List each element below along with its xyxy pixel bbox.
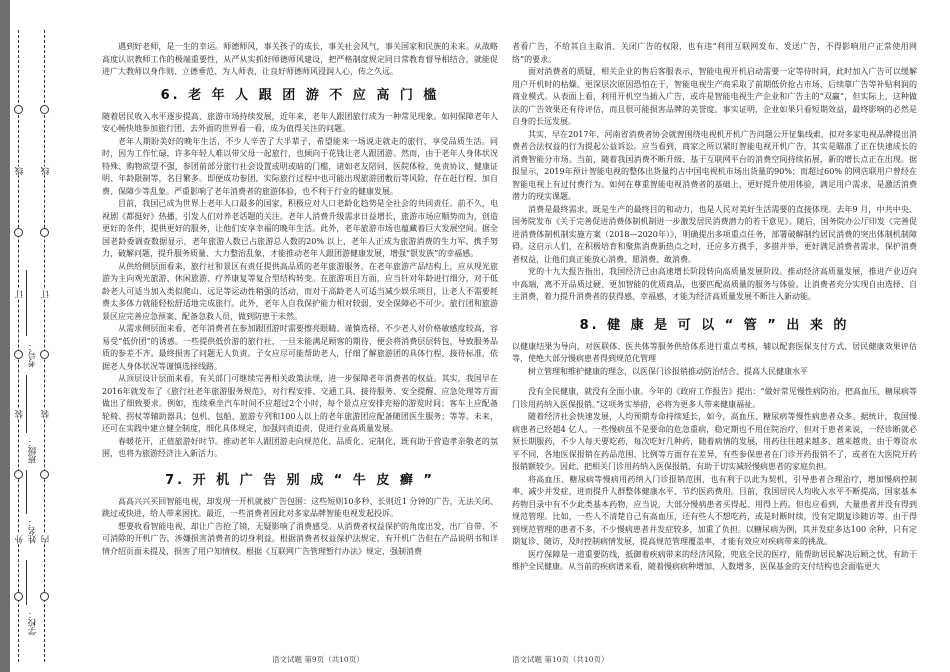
inner-seal-line [44,30,45,662]
section-7-title: 7. 开 机 广 告 别 成 “ 牛 皮 癣 ” [165,472,435,488]
section-6-paragraph: 目前，我国已成为世界上老年人口最多的国家，积极应对人口老龄化趋势是全社会的共同责任。前不久，电视剧《都挺好》热播，引发人们对养老话题的关注。老年人消费升级需求日益增长，旅游市场应顺势而为，创造更好的条件，提供更好的服务，让他们安享幸福的晚年生活。此外，老年旅游市场也蕴藏着巨大发展空间。据全国老龄委调查数据显示，老年旅游人数已占旅游总人数的20% 以上，老年人正成为旅游消费的生力军。携手努力，破解问题，提升服务质量、大力整治乱象，才能推动老年人跟团游健康发展，增强“银发族”的幸福感。 [102,199,498,258]
name-label: 姓名： [28,518,38,544]
seal-dot [40,470,49,479]
seal-dot [40,350,49,359]
gutter-strip [0,0,10,672]
continued-paragraph: 者看广告，不给其自主取消、关闭广告的权限，也有违“利用互联网发布、发送广告，不得影响用户正常使用网络”的要求。 [512,42,917,64]
section-7-paragraph: 其实，早在2017年，河南省消费者协会就曾围绕电视机开机广告问题公开征集线索，拟对多家电视品牌提出消费者合法权益的行为提起公益诉讼。应当看到，商家之所以紧盯智能电视开机广告，其实是瞄准了正在快速成长的消费智能分市场。当前，随着我国消费不断升级、基于互联网平台的消费空间持续拓展，新的增长点正在出现。据报显示，2019年预计智能电视的整体出货量约占中国电视机市场出货量的90%；而超过60% 的网店联用户曾经在智能电视上有过付费行为。如何在尊重智能电视消费者的基础上，更好提升使用体验，满足用户需求，是激活消费潜力的现实课题。 [512,129,917,201]
section-8-paragraph: 将高血压、糖尿病等慢病用药纳入门诊报销范围，也有利于以此为契机，引导患者合理治疗，增加慢病控制率、减少并发症，进而提升人群整体健康水平、节约医药费用。目前，我国居民人均收入水平不断提高，国家基本药物目录中有不少此类基本药物，应当说，大部分慢病患者买得起、用得上药。但也应看到，大量患者并没有得到规范管理。比如，一些人不清楚自己有高血压，还有些人不想吃药，或是时断时续，没有定期复诊随访等。由于得到规范管理的患者不多，不少慢病患者并发症较多，加重了负担。以糖尿病为例，其并发症多达100 余种，只有定期复诊、随访，及时控制病情发展，提高规范管理覆盖率，才能有效应对疾病带来的挑战。 [512,474,917,546]
seal-char: 线 [15,167,25,176]
inner-seal-char: 线 [41,167,51,176]
seal-dot [14,228,23,237]
inner-seal-char: 装 [41,410,51,419]
class-field[interactable] [26,375,35,433]
seal-char: 装 [15,410,25,419]
section-7-paragraph: 想要收看智能电视，却让广告抢了镜，无疑影响了消费感受。从消费者权益保护的角度出发，出厂自带、不可消除的开机广告，涉嫌损害消费者的切身利益。根据消费者权益保护法规定，有开机广告但在产品说明书和详情介绍页面未提及，损害了用户知情权。根据《互联网广告管理暂行办法》规定，强制消费 [102,521,498,556]
intro-paragraph: 遇到好老师，是一生的幸运。师德师风，事关孩子的成长，事关社会风气，事关国家和民族的未来。从战略高度认识教师工作的极端重要性，从严从实抓好师德师风建设，把严格制度规定同日常教育督导相结合，就能促进广大教师以身作则、立德垂范、为人师表，让良好师德师风浸润人心，传之久远。 [102,42,498,76]
seal-dot [14,105,23,114]
section-7-paragraph: 面对消费者的质疑，相关企业的售后客服表示，智能电视开机启动需要一定等待时间，此时加入广告可以缓解用户开机时的枯燥。更深层次原因恐怕在于，智能电视生产商采取了前期低价抢占市场、后续靠广告等补贴利润的商业模式。从表面上看，利用开机空当插入广告，或许是智能电视生产企业和广告主的“双赢”，但实际上，这种做法的广告效果还有待评估，而且很可能损害品牌的美誉度。事实证明，企业如果只看短期效益，最终影响的必然是自身的长远发展。 [512,67,917,126]
class-label: 班级： [28,438,38,464]
section-8-paragraph: 医疗保障是一道重要防线，抵御着疾病带来的经济风险，兜底全民的医疗，能帮助居民解决后顾之忧，有助于维护全民健康。从当前的疾病谱来看，随着慢病病种增加、人数增多，医保基金的支付结构也会面临更大 [512,549,917,571]
section-6-paragraph: 春暖花开，正值旅游好时节。推动老年人跟团游走向规范化、品质化、定制化，既有助于营造孝亲敬老的氛围，也将为旅游经济注入新活力。 [102,436,498,458]
binding-gutter [0,0,60,672]
inner-seal-char: 订 [41,290,51,299]
name-field[interactable] [26,470,35,514]
seal-dot [14,470,23,479]
seal-dot [14,592,23,601]
seal-dot [14,350,23,359]
left-page-footer: 语文试题 第9页（共10页） [272,654,364,664]
seal-dot [40,592,49,601]
section-7-paragraph: 党的十九大报告指出，我国经济已由高速增长阶段转向高质量发展阶段。推动经济高质量发展，推进产业迈向中高端，离不开品质过硬、更加智能的优质商品，也要匹配高质量的服务与体验。让消费者充分实现自由选择、自主消费，着力提升消费者的获得感、幸福感，才能为经济高质量发展不断注入新动能。 [512,267,917,301]
right-page [512,0,917,672]
section-6-paragraph: 从供给侧层面看来，旅行社和景区有责任提供高品质的老年旅游服务。在老年旅游产品结构上，应从现光旅游为主向观光旅游、休闲旅游、疗养康复等复合型结构转变。在旅游项目方面，应当针对年龄进行细分，对于低龄老人可适当加入类似爬山、远足等运动性稍强的活动，而对于高龄老人可适当减少娱乐项目，让老人不需要耗费太多体力就能轻松舒适地完成旅行。此外，老年人自我保护能力相对较弱，安全保障必不可少。旅行团和旅游景区应完善应急预案、配备急救人员，做到防患于未然。 [102,261,498,321]
section-7-paragraph: 高高兴兴买回智能电视，却发现一开机就被广告包围：这些短则10多秒、长则近1 分钟的广告，无法关闭、跳过或快进，给人带来困扰。最近，一些消费者因此对多家品牌智能电视发起投诉。 [102,496,498,518]
seal-dot [40,105,49,114]
exam-no-field[interactable] [26,270,35,336]
outer-seal-line [18,30,19,662]
seal-char: 订 [15,290,25,299]
section-8-subtitle: 以健康结果为导向，对医联体、医共体等服务供给体系进行重点考核，辅以配套医保支付方式、居民健康效果评估等，使绝大部分慢病患者得到规范化管理 [512,341,917,363]
section-8-title: 8. 健 康 是 可 以 “ 管 ” 出 来 的 [579,317,850,333]
exam-no-label: 考号： [28,342,38,368]
left-page [102,0,498,672]
section-6-paragraph: 从顶层设计层面来看，有关部门可继续完善相关政策法规，进一步保障老年消费者的权益。其实，我国早在2016年就发布了《旅行社老年旅游服务规范》，对行程安排、交通工具、接待服务、安全提醒、应急处理等方面做出了细致要求。例如，连续乘坐汽车时间不应超过2个小时，每个景点应安排充裕的游览时间；客车上应配备轮椅、拐杖等辅助器具；包机、包船、旅游专列和100人以上的老年旅游团应配备随团医生服务；等等。未来，还可在实践中建立健全制度，细化具体规定，加强问责追责，促进行业高质量发展。 [102,374,498,433]
section-6-paragraph: 从需求侧层面来看，老年消费者在参加跟团游时需要擦亮眼睛、谨慎选择，不少老人对价格敏感度较高，容易受“低价团”的诱惑。一些提供低价游的旅行社，一旦未能满足顾客的期待，便会将消费层层转包，导致服务品质的参差不齐。最终损害了问题无人负责。子女应尽可能帮助老人，仔细了解旅游团的具体行程、接待标准，依据老人身体状况等谨慎选择线路。 [102,324,498,371]
section-6-title: 6. 老 年 人 跟 团 游 不 应 高 门 槛 [160,87,440,103]
section-6-paragraph: 老年人期盼美好的晚年生活，不少人辛苦了大半辈子，希望能来一场说走就走的旅行，享受品质生活。同时，因为工作忙碌，许多年轻人难以带父母一起旅行，也倾向于花钱让老人跟团游。然而，由于老年人身体状况特殊、购物欲望不强，参团前部分旅行社会设置或明或暗的门槛，诸如老友陪同、医院体检、免责协议、健康证明、年龄限制等，名目繁多。即便成功参团，实际旅行过程中也可能出现旅游团敷衍等风险，存在赶行程、加自费、保障少等乱象。严重影响了老年消费者的旅游体验，也不利于行业的健康发展。 [102,136,498,196]
section-8-paragraph: 没有全民健康，就没有全面小康。今年的《政府工作报告》提出：“做好常见慢性病防治，把高血压、糖尿病等门诊用药纳入医保报销。”这项务实举措，必将为更多人带来健康福祉。 [512,387,917,409]
section-6-paragraph: 随着居民收入水平逐步提高、旅游市场持续发展，近年来，老年人跟团旅行成为一种常见现象。如何保障老年人安心畅快地参加旅行团、去外面的世界看一看，成为值得关注的问题。 [102,111,498,133]
section-7-paragraph: 消费是最终需求，既是生产的最终目的和动力，也是人民对美好生活需要的直接体现。去年9 月，中共中央、国务院发布《关于完善促进消费体制机制进一步激发居民消费潜力的若干意见》。随后，国务院办公厅印发《完善促进消费体制机制实施方案（2018—2020年）》，明确提出多项重点任务，部署破解制约居民消费的突出体制机制障碍。这启示人们，在积极培育和聚焦消费新热点之时，还应多方携手，多措并举，更好满足消费者需求，保护消费者权益，让他们真正能放心消费、愿消费、敢消费。 [512,204,917,264]
right-page-footer: 语文试题 第10页（共10页） [512,654,609,664]
school-label: 学校： [28,610,38,636]
seal-dot [40,228,49,237]
school-field[interactable] [26,560,35,605]
inner-seal-char: 内 [41,535,51,544]
seal-char: 外 [15,535,25,544]
section-8-paragraph: 随着经济社会快速发展，人均预期寿命持续延长，如今，高血压、糖尿病等慢性病患者众多。据统计，我国慢病患者已经超4 亿人。一些慢病虽不是要命的危急重病，稳定期也不用住院治疗，但对于患者来说，一经诊断就必须长期服药，不少人每天要吃药，每次吃好几种药，随着病情的发展，用药往往越来越多、越来越贵。由于筹资水平不同，各地医保报销在药品范围、比例等方面存在差异，有些参保患者在门诊开药报销不了，或者在大医院开药报销额较少。因此，把相关门诊用药纳入医保报销，有助于切实减轻慢病患者的家庭负担。 [512,412,917,471]
section-8-subtitle: 树立管理和维护健康的理念，以医保门诊报销推动防治结合、提高人民健康水平 [528,366,808,376]
